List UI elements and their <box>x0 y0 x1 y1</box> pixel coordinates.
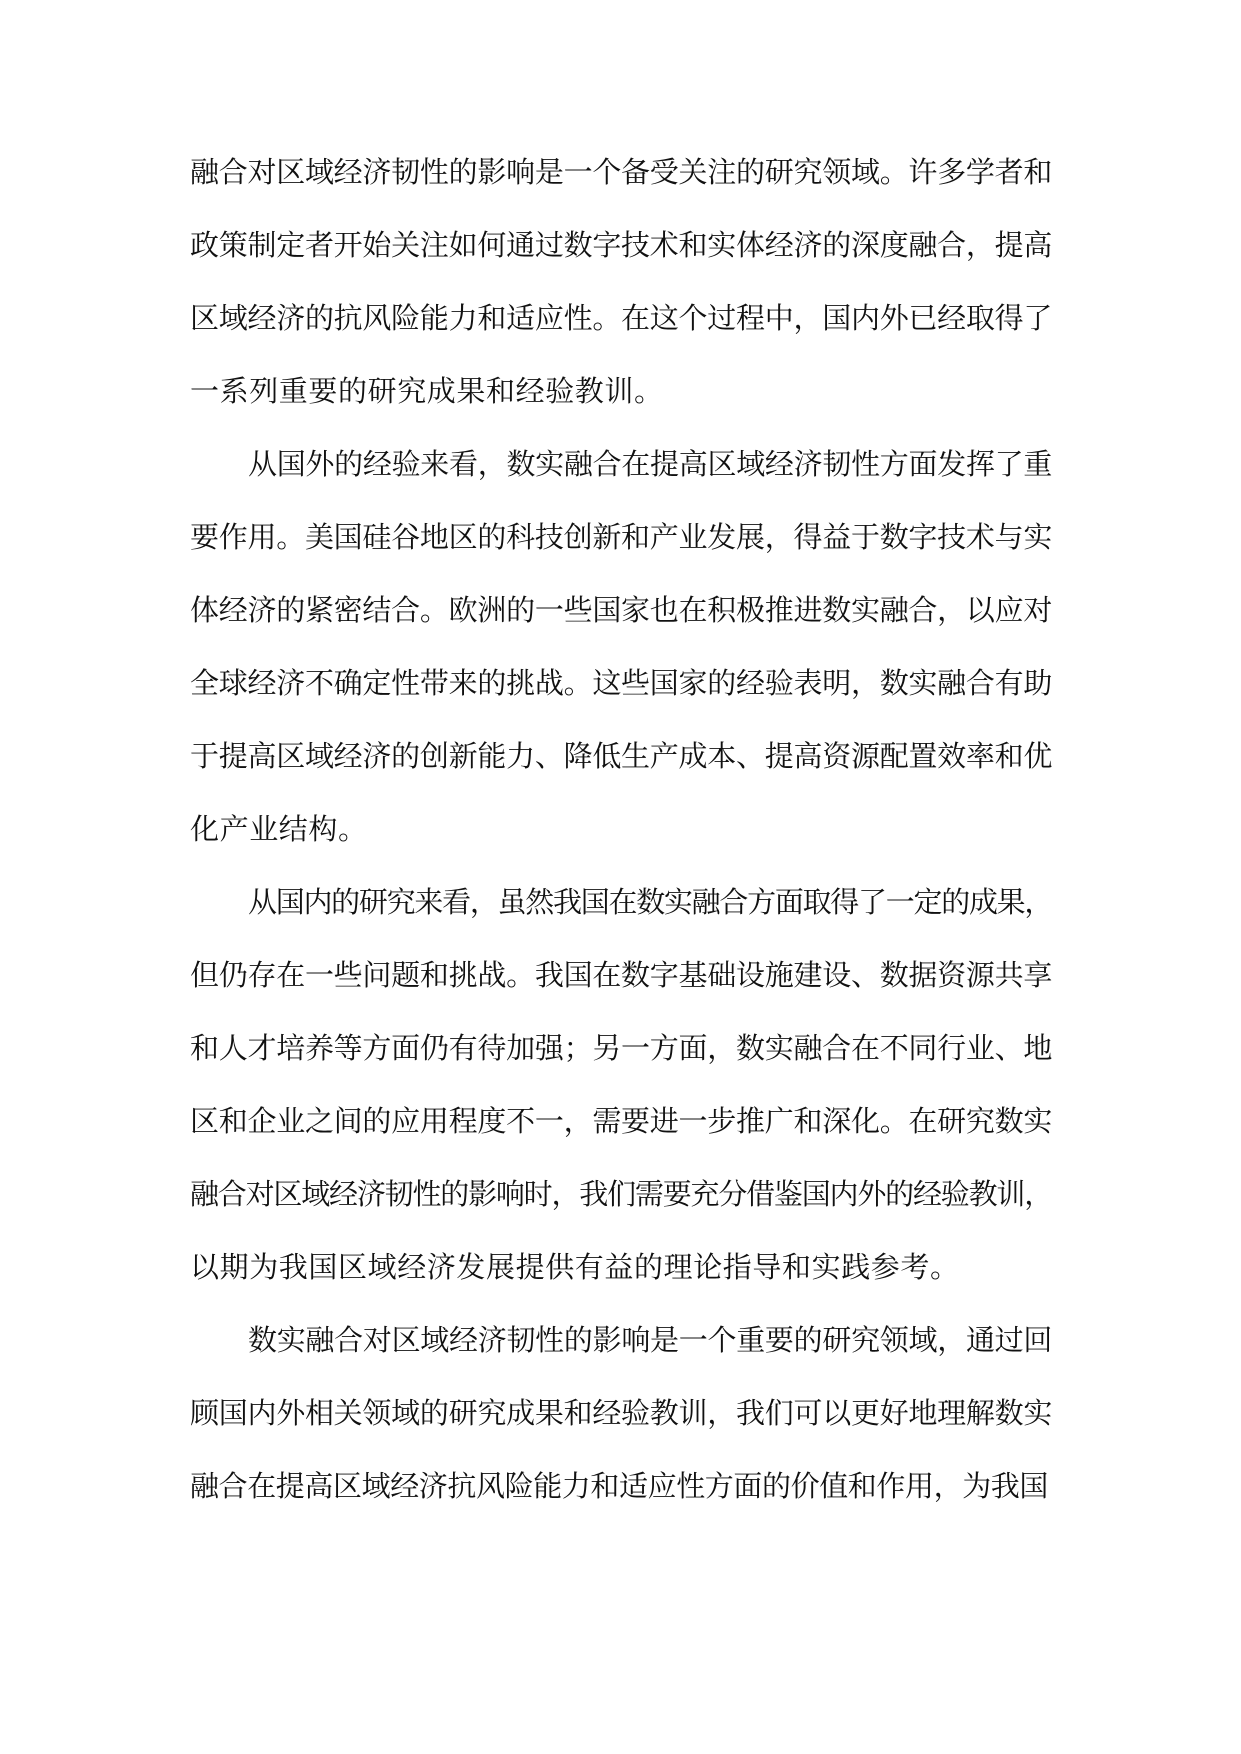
text-line: 政策制定者开始关注如何通过数字技术和实体经济的深度融合，提高 <box>190 228 1052 262</box>
text-line: 从国外的经验来看，数实融合在提高区域经济韧性方面发挥了重 <box>248 447 1052 481</box>
text-line: 于提高区域经济的创新能力、降低生产成本、提高资源配置效率和优 <box>190 739 1052 773</box>
text-line: 从国内的研究来看，虽然我国在数实融合方面取得了一定的成果， <box>248 885 1052 919</box>
paragraph-p3 <box>190 866 1052 1304</box>
text-line: 和人才培养等方面仍有待加强；另一方面，数实融合在不同行业、地 <box>190 1031 1052 1065</box>
text-line: 全球经济不确定性带来的挑战。这些国家的经验表明，数实融合有助 <box>190 666 1052 700</box>
text-line: 融合对区域经济韧性的影响时，我们需要充分借鉴国内外的经验教训， <box>190 1177 1052 1211</box>
text-line: 以期为我国区域经济发展提供有益的理论指导和实践参考。 <box>190 1250 960 1284</box>
text-line: 但仍存在一些问题和挑战。我国在数字基础设施建设、数据资源共享 <box>190 958 1052 992</box>
paragraph-p4 <box>190 1304 1052 1523</box>
text-line: 要作用。美国硅谷地区的科技创新和产业发展，得益于数字技术与实 <box>190 520 1052 554</box>
paragraph-p2 <box>190 428 1052 866</box>
text-line: 融合在提高区域经济抗风险能力和适应性方面的价值和作用，为我国 <box>190 1469 1049 1503</box>
paragraph-p1 <box>190 136 1052 428</box>
text-line: 体经济的紧密结合。欧洲的一些国家也在积极推进数实融合，以应对 <box>190 593 1052 627</box>
text-line: 区和企业之间的应用程度不一，需要进一步推广和深化。在研究数实 <box>190 1104 1052 1138</box>
text-line: 区域经济的抗风险能力和适应性。在这个过程中，国内外已经取得了 <box>190 301 1052 335</box>
text-line: 数实融合对区域经济韧性的影响是一个重要的研究领域，通过回 <box>248 1323 1052 1357</box>
text-line: 化产业结构。 <box>190 812 368 846</box>
text-line: 融合对区域经济韧性的影响是一个备受关注的研究领域。许多学者和 <box>190 155 1052 189</box>
document-body <box>190 136 1052 1523</box>
text-line: 一系列重要的研究成果和经验教训。 <box>190 374 664 408</box>
text-line: 顾国内外相关领域的研究成果和经验教训，我们可以更好地理解数实 <box>190 1396 1052 1430</box>
